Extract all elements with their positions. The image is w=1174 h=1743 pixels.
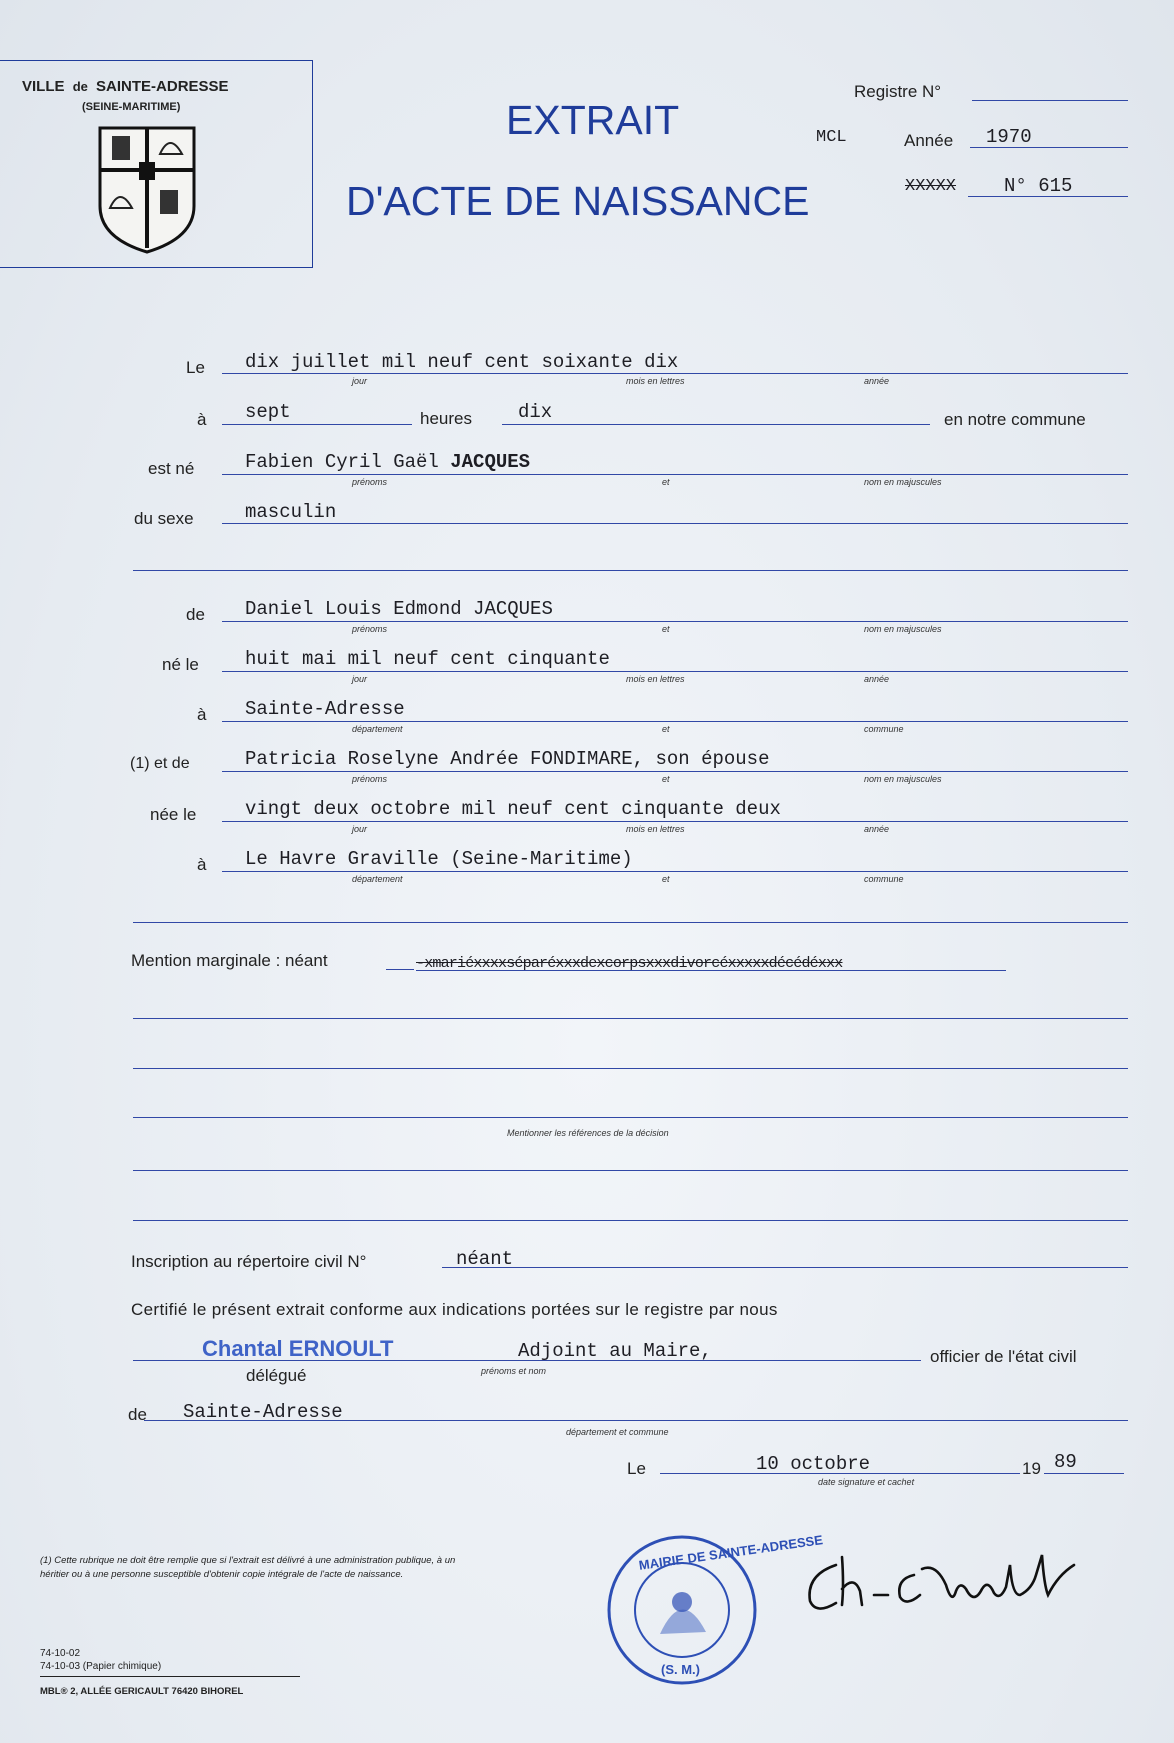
sub-nom-father: nom en majuscules <box>864 624 942 634</box>
year-line <box>1044 1473 1124 1474</box>
inscription-line <box>442 1267 1128 1268</box>
mcl-value: MCL <box>816 128 847 147</box>
inscription-value: néant <box>456 1248 514 1270</box>
registre-line <box>972 100 1128 101</box>
footnote-text: (1) Cette rubrique ne doit être remplie que si l'extrait est délivré à une administration publique, à un héritier ou à une personne susceptible d'obtenir copie intégrale de l'acte de naissance. <box>40 1555 456 1580</box>
heures-text: heures <box>420 409 472 428</box>
sub-dep-commune: département et commune <box>566 1427 669 1437</box>
minutes-value: dix <box>518 401 553 423</box>
sub-mois-mother: mois en lettres <box>626 824 685 834</box>
sub-mois: mois en lettres <box>626 376 685 386</box>
le-label: Le <box>186 358 205 377</box>
mention-line-2 <box>133 1018 1128 1019</box>
seal-bottom: (S. M.) <box>661 1662 700 1677</box>
birth-date-line <box>222 373 1128 374</box>
mention-line-5 <box>133 1170 1128 1171</box>
mother-birth-line <box>222 821 1128 822</box>
et-de-label: (1) et de <box>130 755 190 772</box>
est-ne-label: est né <box>148 459 195 478</box>
ville-label: VILLE <box>22 78 65 95</box>
child-nom: JACQUES <box>450 451 531 473</box>
sexe-line <box>222 523 1128 524</box>
mention-line-4 <box>133 1117 1128 1118</box>
sub-et-child: et <box>662 477 670 487</box>
certification-text: Certifié le présent extrait conforme aux indications portées sur le registre par nous <box>131 1300 778 1319</box>
signature-date-value: 10 octobre <box>756 1453 871 1475</box>
mother-name-value: Patricia Roselyne Andrée FONDIMARE, son épouse <box>245 748 770 770</box>
a-label-father: à <box>197 705 207 724</box>
officer-title-value: Adjoint au Maire, <box>518 1340 712 1362</box>
a-label-hour: à <box>197 410 207 429</box>
sub-commune-father: commune <box>864 724 904 734</box>
hour-line <box>222 424 412 425</box>
sub-mois-father: mois en lettres <box>626 674 685 684</box>
ville-name: SAINTE-ADRESSE <box>96 78 229 95</box>
sub-prenoms-child: prénoms <box>352 477 388 487</box>
father-name-line <box>222 621 1128 622</box>
sub-prenoms-mother: prénoms <box>352 774 388 784</box>
signature-date-line <box>660 1473 1020 1474</box>
ville-de: de <box>72 79 88 94</box>
annee-value: 1970 <box>986 126 1032 148</box>
title-extrait: EXTRAIT <box>506 97 680 143</box>
footnote-ref1: 74-10-02 <box>40 1648 81 1659</box>
title-acte-naissance: D'ACTE DE NAISSANCE <box>346 178 810 224</box>
officer-commune-value: Sainte-Adresse <box>183 1401 343 1423</box>
officier-label: officier de l'état civil <box>930 1347 1077 1366</box>
sub-dep-mother: département <box>352 874 403 884</box>
sub-date-signature: date signature et cachet <box>818 1477 915 1487</box>
sub-nom-mother: nom en majuscules <box>864 774 942 784</box>
commune-label: en notre commune <box>944 410 1086 429</box>
year-suffix: 89 <box>1054 1451 1077 1473</box>
sub-annee-mother: année <box>864 824 890 834</box>
child-name-line <box>222 474 1128 475</box>
inscription-label: Inscription au répertoire civil N° <box>131 1252 367 1271</box>
footnote-divider <box>40 1676 300 1677</box>
officer-name-stamp: Chantal ERNOULT <box>202 1336 394 1361</box>
mother-name-line <box>222 771 1128 772</box>
registre-label: Registre N° <box>854 82 942 101</box>
mention-line-6 <box>133 1220 1128 1221</box>
sexe-value: masculin <box>245 501 337 523</box>
sub-mentionner: Mentionner les références de la décision <box>507 1128 669 1138</box>
birth-date-value: dix juillet mil neuf cent soixante dix <box>245 351 679 373</box>
folio-struck: XXXXX <box>905 177 957 196</box>
minutes-line <box>502 424 930 425</box>
father-birth-line <box>222 671 1128 672</box>
sub-commune-mother: commune <box>864 874 904 884</box>
father-place-value: Sainte-Adresse <box>245 698 405 720</box>
printer-info: MBL® 2, ALLÉE GERICAULT 76420 BIHOREL <box>40 1686 244 1697</box>
year-prefix: 19 <box>1022 1459 1041 1478</box>
handwritten-signature <box>796 1545 1116 1625</box>
departement-label: (SEINE-MARITIME) <box>82 101 181 113</box>
sub-et-mother-place: et <box>662 874 670 884</box>
nee-le-label: née le <box>150 805 197 824</box>
heures-label <box>420 409 472 429</box>
officer-commune-line <box>144 1420 1128 1421</box>
mother-birth-value: vingt deux octobre mil neuf cent cinquante deux <box>245 798 781 820</box>
sub-annee-father: année <box>864 674 890 684</box>
father-name-value: Daniel Louis Edmond JACQUES <box>245 598 553 620</box>
delegue-label: délégué <box>246 1366 307 1385</box>
de-label: de <box>186 605 205 624</box>
sub-jour: jour <box>352 376 368 386</box>
child-name-value <box>245 451 530 473</box>
ne-le-label: né le <box>162 655 199 674</box>
mention-line-3 <box>133 1068 1128 1069</box>
father-place-line <box>222 721 1128 722</box>
sub-dep-father: département <box>352 724 403 734</box>
annee-label: Année <box>904 131 954 150</box>
blank-line-2 <box>133 922 1128 923</box>
child-prenoms: Fabien Cyril Gaël <box>245 451 439 473</box>
sexe-label: du sexe <box>134 509 194 528</box>
a-label-mother: à <box>197 855 207 874</box>
mother-place-line <box>222 871 1128 872</box>
de-commune-label: de <box>128 1405 147 1424</box>
sub-prenoms-et-nom: prénoms et nom <box>481 1366 547 1376</box>
hour-value: sept <box>245 401 291 423</box>
father-birth-value: huit mai mil neuf cent cinquante <box>245 648 610 670</box>
le-date-label: Le <box>627 1459 646 1478</box>
commune-heading <box>22 78 229 95</box>
sub-et-mother: et <box>662 774 670 784</box>
numero-value: N° 615 <box>1004 175 1073 197</box>
officer-line <box>133 1360 921 1361</box>
mother-place-value: Le Havre Graville (Seine-Maritime) <box>245 848 633 870</box>
mention-label: Mention marginale : néant <box>131 951 328 970</box>
sub-prenoms-father: prénoms <box>352 624 388 634</box>
sub-jour-father: jour <box>352 674 368 684</box>
mention-line <box>416 970 1006 971</box>
seal-text: MAIRIE DE SAINTE-ADRESSE <box>637 1532 824 1573</box>
sub-annee: année <box>864 376 890 386</box>
mention-struck-text: -xmariéxxxxséparéxxxdexcorpsxxxdivorcéxxxxxdécédéxxx <box>416 955 843 972</box>
mention-short-line <box>386 969 414 970</box>
sub-nom-child: nom en majuscules <box>864 477 942 487</box>
sub-et-father: et <box>662 624 670 634</box>
footnote-ref2: 74-10-03 (Papier chimique) <box>40 1661 162 1672</box>
coat-of-arms-icon <box>98 126 196 254</box>
sub-jour-mother: jour <box>352 824 368 834</box>
blank-line-1 <box>133 570 1128 571</box>
sub-et-father-place: et <box>662 724 670 734</box>
